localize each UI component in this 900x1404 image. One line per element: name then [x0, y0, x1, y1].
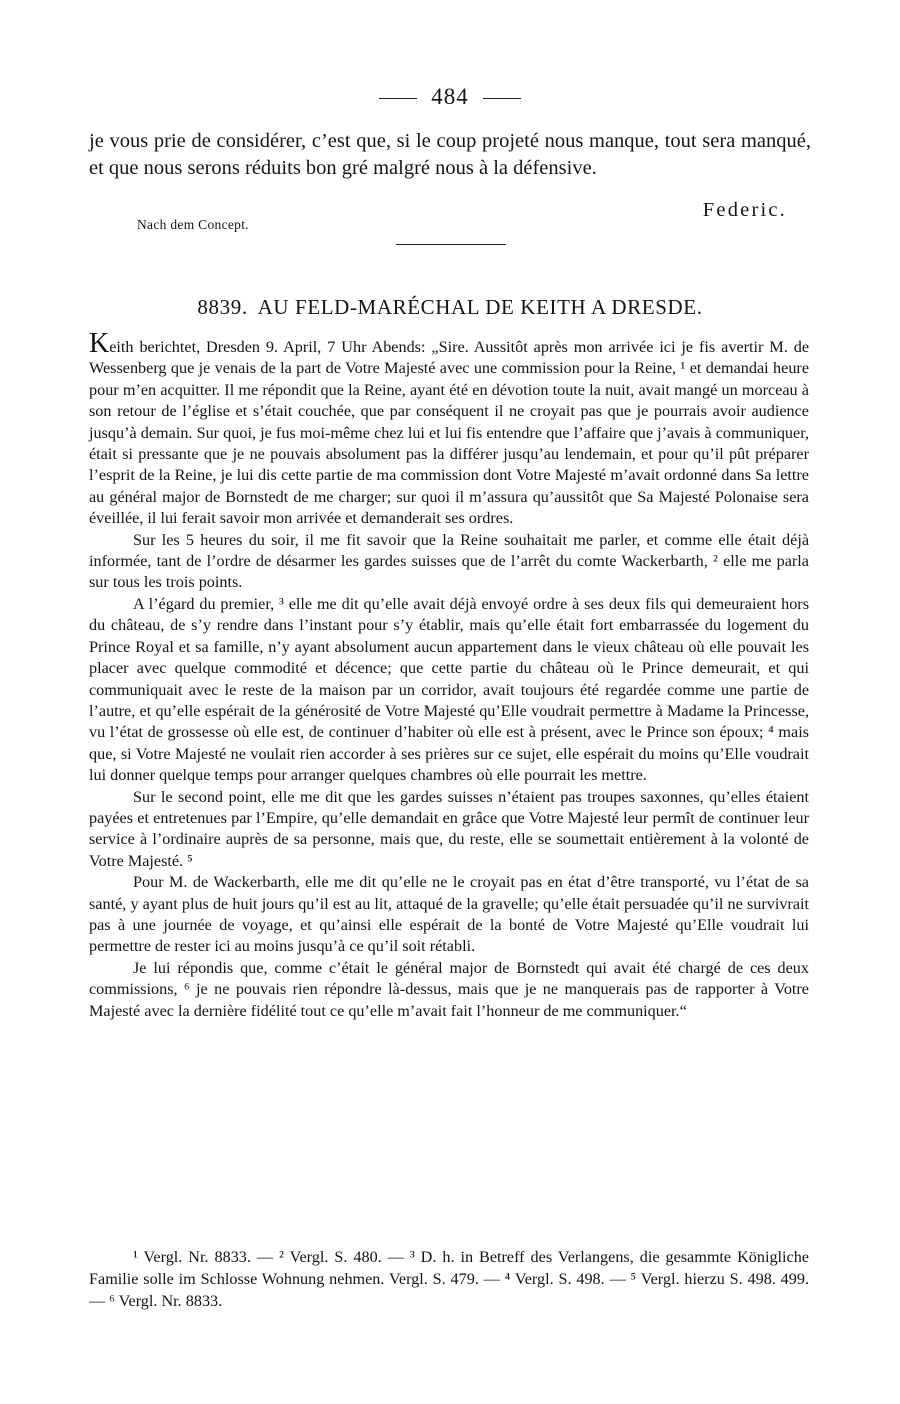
drop-cap: K	[89, 328, 110, 359]
footnotes	[89, 1246, 809, 1312]
section-divider	[396, 244, 506, 245]
footnotes-text: ¹ Vergl. Nr. 8833. — ² Vergl. S. 480. — ³ D. h. in Betreff des Verlangens, die gesammte Königliche Familie solle im Schlosse Wohnung nehmen. Vergl. S. 479. — ⁴ Vergl. S. 498. — ⁵ Vergl. hierzu S. 498. 499. — ⁶ Vergl. Nr. 8833.	[89, 1248, 809, 1310]
body-paragraph-5: Pour M. de Wackerbarth, elle me dit qu’elle ne le croyait pas en état d’être transporté, vu l’état de sa santé, y ayant plus de huit jours qu’il est au lit, attaqué de la gravelle; qu’elle était persuadée qu’il ne survivrait pas à une journée de voyage, et qu’ainsi elle espérait de la bonté de Votre Majesté qu’Elle voudrait lui permettre de rester ici au moins jusqu’à ce qu’il soit rétabli.	[89, 873, 809, 956]
body-paragraph-3: A l’égard du premier, ³ elle me dit qu’elle avait déjà envoyé ordre à ses deux fils qui demeuraient hors du château, de s’y rendre dans l’instant pour s’y établir, mais qu’elle était fort embarrassée du logement du Prince Royal et sa famille, n’y ayant absolument aucun appartement dans le vieux château où elle pouvait les placer avec quelque commodité et décence; que cette partie du château où le Prince demeurait, et qui communiquait avec le reste de la maison par un corridor, avait toujours été regardée comme une partie de l’autre, et qu’elle espérait de la générosité de Votre Majesté qu’Elle voudrait permettre à Madame la Princesse, vu l’état de grossesse où elle est, de continuer d’habiter où elle est à présent, avec le Prince son époux; ⁴ mais que, si Votre Majesté ne voulait rien accorder à ses prières sur ce sujet, elle espérait du moins qu’Elle voudrait lui donner quelque temps pour arranger quelques chambres où elle pourrait les mettre.	[89, 594, 809, 785]
letter-number: 8839.	[197, 295, 248, 319]
page-header	[0, 84, 900, 110]
body-paragraph-1	[89, 328, 809, 530]
body-paragraph-2: Sur les 5 heures du soir, il me fit savoir que la Reine souhaitait me parler, et comme elle était déjà informée, tant de l’ordre de désarmer les gardes suisses que de l’arrêt du comte Wackerbarth, ² elle me parla sur tous les trois points.	[89, 530, 809, 592]
page-number: 484	[431, 84, 469, 109]
body-paragraph-4: Sur le second point, elle me dit que les gardes suisses n’étaient pas troupes saxonnes, qu’elles étaient payées et entretenues par l’Empire, qu’elle demandait en grâce que Votre Majesté leur permît de continuer leur service à l’ordinaire auprès de sa personne, mais que, du reste, elle se soumettait entièrement à la volonté de Votre Majesté. ⁵	[89, 787, 809, 870]
source-note: Nach dem Concept.	[137, 217, 249, 232]
body-paragraph-1-text: eith berichtet, Dresden 9. April, 7 Uhr Abends: „Sire. Aussitôt après mon arrivée ici je fis avertir M. de Wessenberg que je venais de la part de Votre Majesté avec une commission pour la Reine, ¹ et demandai heure pour m’en acquitter. Il me répondit que la Reine, ayant été en dévotion toute la nuit, avait mangé un morceau à son retour de l’église et s’était couchée, que par conséquent il ne croyait pas que je pourrais avoir audience jusqu’à demain. Sur quoi, je fus moi-même chez lui et lui fis entendre que l’affaire que j’avais à communiquer, était si pressante que je ne pouvais absolument pas la différer jusqu’au lendemain, et pour qu’il pût préparer l’esprit de la Reine, je lui dis cette partie de ma commission dont Votre Majesté m’avait ordonné dans Sa lettre au général major de Bornstedt de me charger; sur quoi il m’assura qu’aussitôt que Sa Majesté Polonaise sera éveillée, il lui ferait savoir mon arrivée et demanderait ses ordres.	[89, 338, 809, 528]
signature: Federic.	[702, 199, 787, 221]
letter-title: AU FELD-MARÉCHAL DE KEITH A DRESDE.	[257, 295, 703, 319]
letter-body	[89, 328, 809, 1022]
continued-paragraph: je vous prie de considérer, c’est que, si le coup projeté nous manque, tout sera manqué, et que nous serons réduits bon gré malgré nous à la défensive.	[89, 130, 811, 179]
letter-heading	[0, 295, 900, 320]
header-dash-left	[379, 98, 417, 99]
header-dash-right	[483, 98, 521, 99]
body-paragraph-6: Je lui répondis que, comme c’était le général major de Bornstedt qui avait été chargé de ces deux commissions, ⁶ je ne pouvais rien répondre là-dessus, mais que je ne manquerais pas de rapporter à Votre Majesté avec la dernière fidélité tout ce qu’elle m’avait fait l’honneur de me communiquer.“	[89, 958, 809, 1020]
